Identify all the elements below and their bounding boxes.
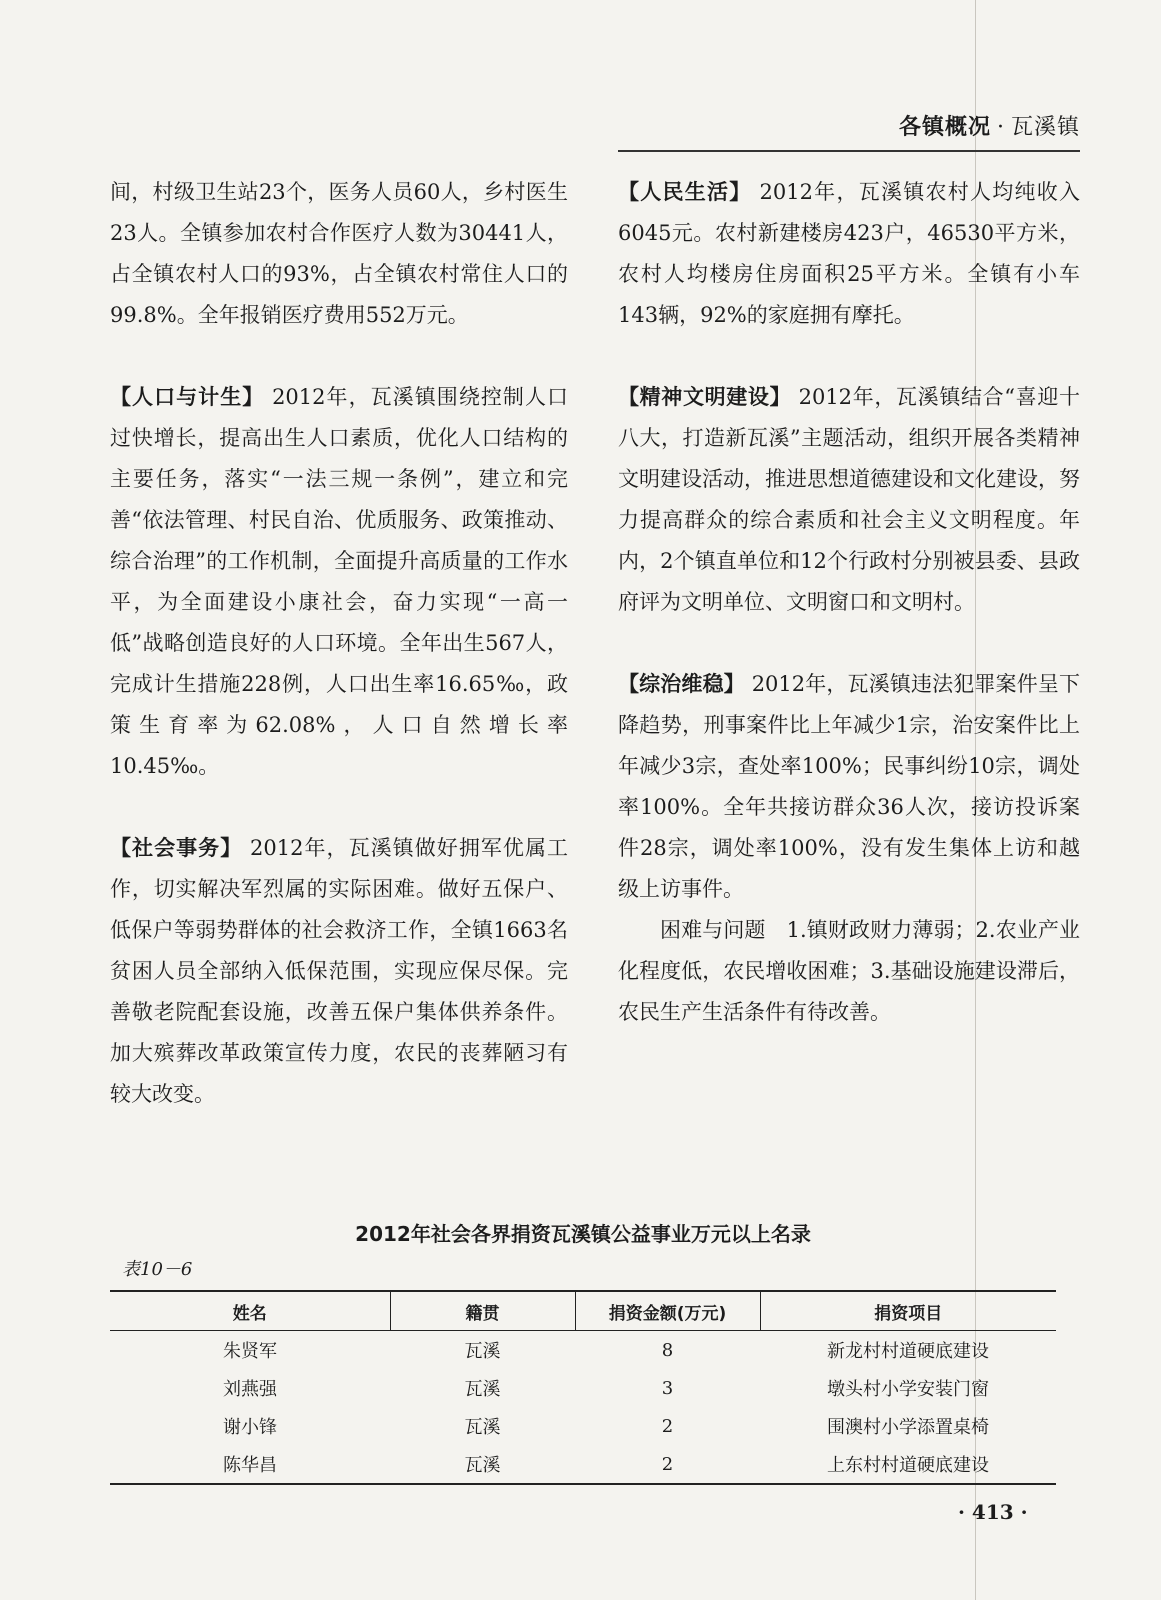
header-project: 捐资项目 (760, 1291, 1056, 1331)
problems-label: 困难与问题 (660, 918, 766, 942)
civilization-heading: 【精神文明建设】 (618, 385, 792, 409)
stability-heading: 【综治维稳】 (618, 672, 745, 696)
living-heading: 【人民生活】 (618, 180, 752, 204)
donor-origin: 瓦溪 (464, 1417, 501, 1438)
table-row (110, 1331, 1056, 1370)
donation-project: 新龙村村道硬底建设 (827, 1341, 989, 1362)
page-number: · 413 · (958, 1500, 1028, 1524)
table-header-row (110, 1291, 1056, 1331)
stability-paragraph (618, 664, 1080, 910)
donor-name: 朱贤军 (223, 1341, 277, 1362)
donor-origin: 瓦溪 (390, 1445, 575, 1484)
table-row (110, 1369, 1056, 1407)
table-row (110, 1407, 1056, 1445)
population-paragraph (110, 377, 568, 787)
donation-project: 墩头村小学安装门窗 (827, 1379, 989, 1400)
civilization-text: 2012年，瓦溪镇结合“喜迎十八大，打造新瓦溪”主题活动，组织开展各类精神文明建设活动，推进思想道德建设和文化建设，努力提高群众的综合素质和社会主义文明程度。年内，2个镇直单位和12个行政村分别被县委、县政府评为文明单位、文明窗口和文明村。 (618, 385, 1080, 614)
problems-paragraph (618, 910, 1080, 1033)
donation-amount: 3 (661, 1377, 674, 1399)
living-text: 2012年，瓦溪镇农村人均纯收入6045元。农村新建楼房423户，46530平方米，农村人均楼房住房面积25平方米。全镇有小车143辆，92%的家庭拥有摩托。 (618, 180, 1080, 327)
header-origin: 籍贯 (390, 1291, 575, 1331)
header-name: 姓名 (110, 1291, 390, 1331)
donation-project: 围澳村小学添置桌椅 (827, 1417, 989, 1438)
donor-name: 谢小锋 (223, 1417, 277, 1438)
donation-project: 上东村村道硬底建设 (760, 1445, 1056, 1484)
header-amount: 捐资金额(万元) (575, 1291, 760, 1331)
donation-amount: 2 (575, 1445, 760, 1484)
social-affairs-heading: 【社会事务】 (110, 836, 243, 860)
header-separator: · (996, 115, 1005, 140)
table-number: 表10－6 (122, 1259, 193, 1280)
living-paragraph (618, 172, 1080, 336)
donation-table (110, 1290, 1056, 1485)
donor-origin: 瓦溪 (464, 1379, 501, 1400)
donor-name: 陈华昌 (110, 1445, 390, 1484)
population-text: 2012年，瓦溪镇围绕控制人口过快增长，提高出生人口素质，优化人口结构的主要任务，落实“一法三规一条例”，建立和完善“依法管理、村民自治、优质服务、政策推动、综合治理”的工作机制，全面提升高质量的工作水平，为全面建设小康社会，奋力实现“一高一低”战略创造良好的人口环境。全年出生567人，完成计生措施228例，人口出生率16.65‰，政策生育率为62.08%，人口自然增长率10.45‰。 (110, 385, 569, 778)
donation-amount: 8 (661, 1339, 674, 1361)
population-heading: 【人口与计生】 (110, 385, 265, 409)
donor-origin: 瓦溪 (464, 1341, 501, 1362)
running-header (860, 110, 1080, 141)
health-paragraph: 间，村级卫生站23个，医务人员60人，乡村医生23人。全镇参加农村合作医疗人数为30441人，占全镇农村人口的93%，占全镇农村常住人口的99.8%。全年报销医疗费用552万元。 (110, 180, 568, 327)
header-town: 瓦溪镇 (1010, 115, 1080, 140)
problems-text: 1.镇财政财力薄弱；2.农业产业化程度低，农民增收困难；3.基础设施建设滞后，农民生产生活条件有待改善。 (618, 918, 1081, 1024)
header-section: 各镇概况 (898, 114, 991, 140)
header-rule (618, 150, 1080, 152)
social-affairs-text: 2012年，瓦溪镇做好拥军优属工作，切实解决军烈属的实际困难。做好五保户、低保户等弱势群体的社会救济工作，全镇1663名贫困人员全部纳入低保范围，实现应保尽保。完善敬老院配套设施，改善五保户集体供养条件。加大殡葬改革政策宣传力度，农民的丧葬陋习有较大改变。 (110, 836, 569, 1106)
left-column (110, 172, 568, 1115)
donor-name: 刘燕强 (223, 1379, 277, 1400)
social-affairs-paragraph (110, 828, 568, 1115)
stability-text: 2012年，瓦溪镇违法犯罪案件呈下降趋势，刑事案件比上年减少1宗，治安案件比上年减少3宗，查处率100%；民事纠纷10宗，调处率100%。全年共接访群众36人次，接访投诉案件28宗，调处率100%，没有发生集体上访和越级上访事件。 (618, 672, 1080, 901)
table-row (110, 1445, 1056, 1484)
table-title: 2012年社会各界捐资瓦溪镇公益事业万元以上名录 (355, 1222, 811, 1246)
right-column (618, 172, 1080, 1033)
donation-amount: 2 (661, 1415, 674, 1437)
civilization-paragraph (618, 377, 1080, 623)
